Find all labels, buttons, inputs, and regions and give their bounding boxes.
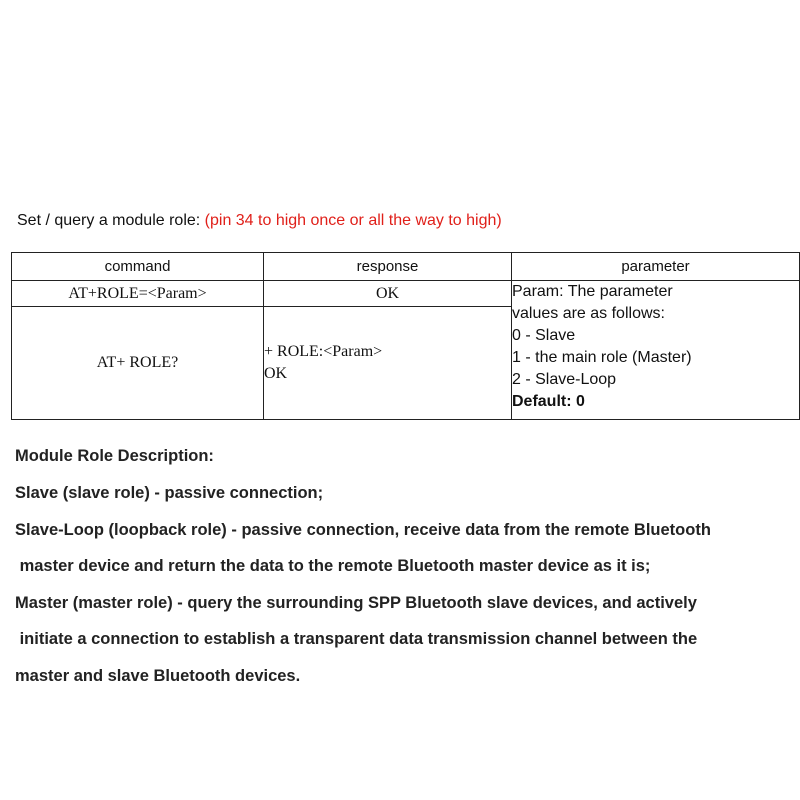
at-command-table: [11, 252, 800, 420]
heading-pin-note: (pin 34 to high once or all the way to high): [204, 212, 502, 229]
description-title: Module Role Description:: [15, 447, 214, 465]
slave-loop-description-line2: master device and return the data to the remote Bluetooth master device as it is;: [15, 557, 651, 575]
slave-description: Slave (slave role) - passive connection;: [15, 484, 324, 502]
header-response: response: [264, 253, 512, 281]
query-role-response: [264, 307, 512, 420]
query-response-line1: + ROLE:<Param>: [264, 343, 383, 360]
set-role-response: OK: [264, 281, 512, 307]
param-line: values are as follows:: [512, 305, 665, 322]
set-role-command: AT+ROLE=<Param>: [12, 281, 264, 307]
param-default: Default: 0: [512, 393, 585, 410]
master-description-line3: master and slave Bluetooth devices.: [15, 667, 301, 685]
table-header-row: [12, 253, 800, 281]
master-description-line1: Master (master role) - query the surrounding SPP Bluetooth slave devices, and actively: [15, 594, 697, 612]
header-parameter: parameter: [512, 253, 800, 281]
table-row: [12, 281, 800, 307]
param-line: 1 - the main role (Master): [512, 349, 692, 366]
slave-loop-description-line1: Slave-Loop (loopback role) - passive connection, receive data from the remote Bluetooth: [15, 521, 711, 539]
master-description-line2: initiate a connection to establish a transparent data transmission channel between the: [15, 630, 698, 648]
param-line: Param: The parameter: [512, 283, 673, 300]
parameter-cell: [512, 281, 800, 420]
header-command: command: [12, 253, 264, 281]
heading-label: Set / query a module role:: [17, 212, 205, 229]
section-heading: [17, 212, 502, 230]
query-response-line2: OK: [264, 365, 288, 382]
param-line: 0 - Slave: [512, 327, 576, 344]
query-role-command: AT+ ROLE?: [12, 307, 264, 420]
param-line: 2 - Slave-Loop: [512, 371, 617, 388]
